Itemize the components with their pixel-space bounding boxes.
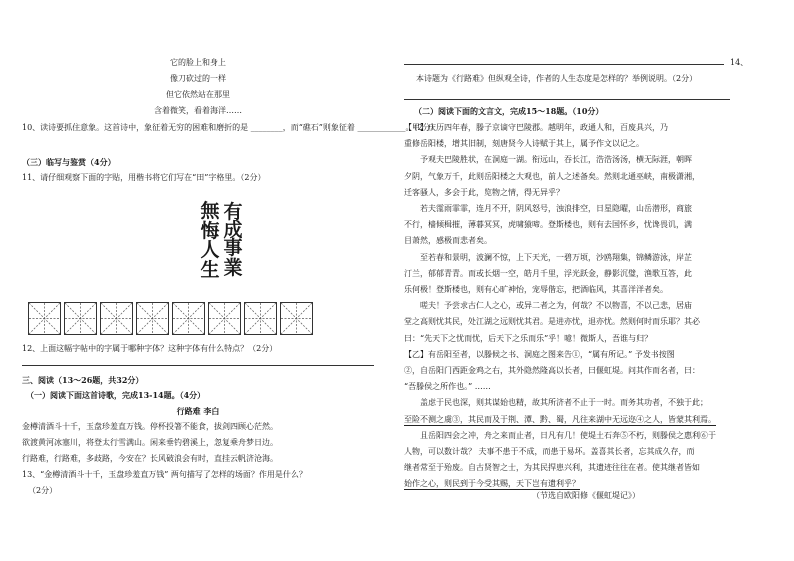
passage-line: ②，自岳阳门西距金鸡之右，其外隐然隆高以长者，曰偃虹堤。问其作而名者，曰： (404, 366, 700, 375)
tianzige-cell[interactable] (100, 302, 133, 335)
section-title: （三）临写与鉴赏（4分） (22, 157, 116, 167)
tianzige-cell[interactable] (136, 302, 169, 335)
passage-line: 嗟夫！予尝求古仁人之心，或异二者之为，何哉？不以物喜，不以己悲，居庙 (420, 301, 692, 311)
passage-line: 予观夫巴陵胜状，在洞庭一湖。衔远山，吞长江，浩浩汤汤，横无际涯，朝晖 (420, 155, 692, 165)
calligraphy-char: 業 (223, 257, 243, 279)
question-14-number: 14、 (730, 58, 749, 67)
calligraphy-char: 無 (200, 200, 220, 222)
answer-line (22, 365, 374, 366)
passage-line: “吾滕侯之所作也。” …… (404, 382, 491, 392)
tianzige-cell[interactable] (244, 302, 277, 335)
passage-line: 夕阴，气象万千，此则岳阳楼之大观也，前人之述备矣。然则北通巫峡，南极潇湘， (404, 171, 700, 181)
poem-body-line: 欲渡黄河冰塞川，将登太行雪满山。闲来垂钓碧溪上，忽复乘舟梦日边。 (22, 438, 278, 447)
poem-title: 行路难 李白 (176, 406, 220, 416)
poem-line: 含着微笑，看着海洋…… (154, 106, 242, 115)
poem-body-line: 行路难，行路难，多歧路，今安在？长风破浪会有时，直挂云帆济沧海。 (22, 454, 278, 463)
poem-line: 它的脸上和身上 (170, 58, 226, 67)
passage-line: 曰：“先天下之忧而忧，后天下之乐而乐”乎！噫！微斯人，吾谁与归？ (404, 333, 653, 343)
calligraphy-char: 人 (200, 239, 220, 261)
passage-line: 迁客骚人，多会于此，览物之情，得无异乎？ (404, 187, 564, 197)
passage-line: 若夫霪雨霏霏，连月不开，阴风怒号，浊浪排空，日星隐曜，山岳潜形，商旅 (420, 204, 692, 213)
subsection-title: （二）阅读下面的文言文，完成15～18题。（10分） (414, 106, 604, 116)
answer-line (404, 64, 724, 65)
passage-line: 乐何极！登斯楼也，则有心旷神怡，宠辱偕忘，把酒临风，其喜洋洋者矣。 (404, 285, 668, 294)
poem-body-line: 金樽清酒斗十千，玉盘珍羞直万钱。停杯投箸不能食，拔剑四顾心茫然。 (22, 422, 278, 431)
passage-line: 不行，樯倾楫摧，薄暮冥冥，虎啸猿啼。登斯楼也，则有去国怀乡，忧谗畏讥，满 (404, 220, 692, 230)
tianzige-cell[interactable] (280, 302, 313, 335)
passage-line: 【乙】有岳阳至者，以滕候之书、洞庭之图来告①，“属有所记。” 予发书按图 (404, 349, 675, 359)
subsection-title: （一）阅读下面这首诗歌，完成13-14题。（4分） (26, 390, 206, 400)
question-10: 10、读诗要抓住意象。这首诗中，象征着无穷的困难和磨折的是 ________，而“礁石”则象征着 ____________。（2分） (22, 123, 439, 132)
calligraphy-char: 事 (223, 237, 243, 259)
passage-line: 目萧然，感极而悲者矣。 (404, 236, 492, 246)
passage-line: 至若春和景明，波澜不惊，上下天光，一碧万顷，沙鸥翔集，锦鳞游泳，岸芷 (420, 252, 692, 262)
passage-line: 至险不测之虞③，其民而及于荆、潭、黔、蜀，凡往来湖中无远迩④之人，皆蒙其利焉。 (404, 414, 716, 424)
passage-line: 【甲】庆历四年春，滕子京谪守巴陵郡。越明年，政通人和，百废具兴，乃 (404, 123, 668, 132)
question-13-score: （2分） (28, 486, 58, 495)
question-11: 11、请仔细观察下面的字贴，用楷书将它们写在“田”字格里。（2分） (22, 173, 266, 182)
calligraphy-char: 有 (223, 201, 243, 223)
passage-line: 人物，可以数计哉？ 夫事不患于不成，而患于易坏。盖喜其长者，忘其成久存，而 (404, 447, 695, 456)
tianzige-cell[interactable] (172, 302, 205, 335)
calligraphy-char: 生 (200, 259, 220, 281)
passage-source: （节选自欧阳修《偃虹堤记》） (532, 491, 640, 500)
passage-line: 继者常至于殆废。自古贤智之士，为其民捍患兴利，其遗迹往往在者。使其继者皆如 (404, 463, 700, 473)
calligraphy-char: 悔 (200, 220, 220, 242)
passage-line: 重修岳阳楼，增其旧制，刻唐贤今人诗赋于其上，属予作文以记之。 (404, 139, 644, 149)
passage-line: 且岳阳四会之冲，舟之来而止者，日凡有几！使堤土石奔⑤不朽，则滕侯之惠利⑥于 (420, 430, 716, 440)
answer-line (404, 99, 730, 100)
passage-line: 盖虑于民也深，则其谋始也精，故其所济者不止于一时。而务其功者，不独于此； (420, 398, 708, 408)
poem-line: 但它依然站在那里 (166, 90, 230, 99)
question-12: 12、上面这幅字帖中的字属于哪种字体？这种字体有什么特点？（2分） (22, 344, 278, 353)
poem-line: 像刀砍过的一样 (170, 74, 226, 83)
tianzige-cell[interactable] (64, 302, 97, 335)
tianzige-cell[interactable] (28, 302, 61, 335)
question-13: 13、“金樽清酒斗十千，玉盘珍羞直万钱” 两句描写了怎样的场面？作用是什么？ (22, 470, 307, 479)
passage-line: 堂之高则忧其民，处江湖之远则忧其君。是进亦忧，退亦忧。然则何时而乐耶？其必 (404, 317, 700, 327)
passage-line: 始作之心，则民到于今受其赐，天下岂有遗利乎？ (404, 479, 580, 489)
part-title: 三、阅读（13～26题，共32分） (22, 375, 144, 385)
tianzige-cell[interactable] (208, 302, 241, 335)
calligraphy-char: 成 (223, 219, 243, 241)
passage-line: 汀兰，郁郁青青。而或长烟一空，皓月千里，浮光跃金，静影沉璧，渔歌互答，此 (404, 268, 692, 278)
question-14: 本诗题为《行路难》但纵观全诗，作者的人生态度是怎样的？举例说明。（2分） (416, 74, 698, 83)
